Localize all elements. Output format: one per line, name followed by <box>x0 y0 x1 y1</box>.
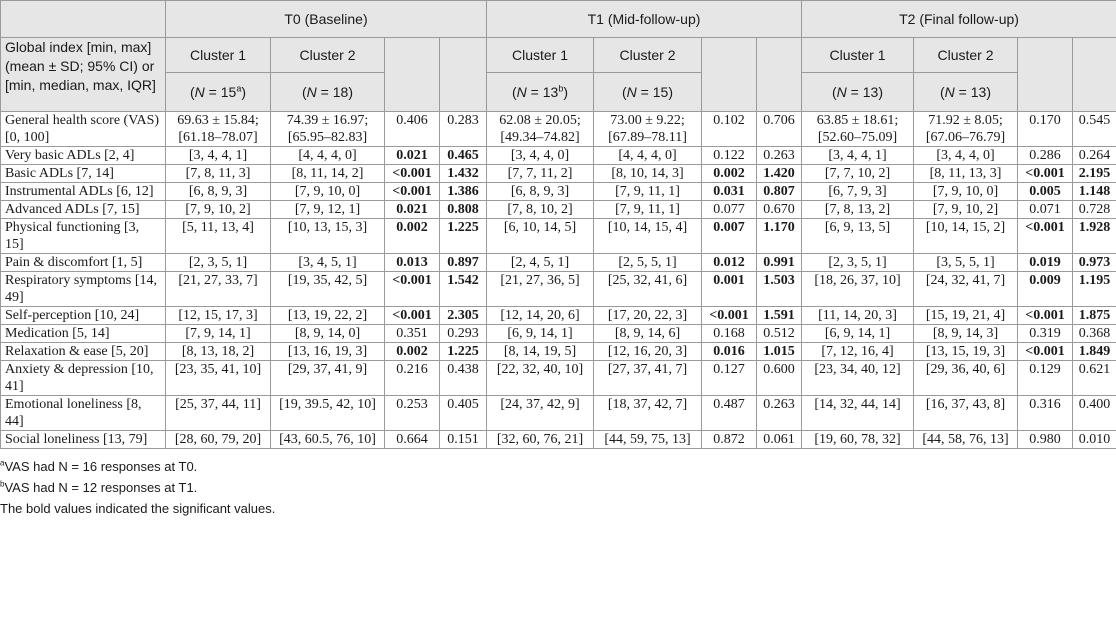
cell-t2-effect-size: 1.928 <box>1073 219 1116 254</box>
cell-t0-cluster2: [13, 16, 19, 3] <box>271 343 385 361</box>
footnote-mark-a: a <box>236 83 242 94</box>
row-label: Medication [5, 14] <box>1 325 166 343</box>
cell-t1-effect-size: 0.600 <box>757 361 802 396</box>
n-symbol: N <box>306 84 317 100</box>
n-symbol: N <box>944 84 955 100</box>
cell-t1-cluster1: [21, 27, 36, 5] <box>487 272 594 307</box>
cell-t1-cluster2: [4, 4, 4, 0] <box>594 147 702 165</box>
cell-t0-cluster2: [3, 4, 5, 1] <box>271 254 385 272</box>
header-timepoint-t0: T0 (Baseline) <box>166 1 487 38</box>
cell-t2-cluster1: [6, 9, 14, 1] <box>802 325 914 343</box>
n-symbol: N <box>836 84 847 100</box>
cell-t1-cluster2: [12, 16, 20, 3] <box>594 343 702 361</box>
cell-t0-effect-size: 1.386 <box>440 183 487 201</box>
cell-t0-cluster1: [28, 60, 79, 20] <box>166 431 271 449</box>
cell-t1-cluster2: [7, 9, 11, 1] <box>594 201 702 219</box>
cell-t1-cluster2: [44, 59, 75, 13] <box>594 431 702 449</box>
header-t0-c1-n: $(N = 15^a)$ <box>166 73 271 112</box>
cell-t1-p-value: 0.007 <box>702 219 757 254</box>
cell-t0-cluster2: [7, 9, 10, 0] <box>271 183 385 201</box>
cell-t2-effect-size: 1.875 <box>1073 307 1116 325</box>
cell-t2-p-value: <0.001 <box>1018 307 1073 325</box>
table-row <box>1 254 1116 272</box>
cell-t1-cluster1: [6, 10, 14, 5] <box>487 219 594 254</box>
cell-t0-cluster1: [12, 15, 17, 3] <box>166 307 271 325</box>
row-label: Self-perception [10, 24] <box>1 307 166 325</box>
cell-t2-p-value: 0.019 <box>1018 254 1073 272</box>
cell-t1-p-value: 0.016 <box>702 343 757 361</box>
cell-t2-effect-size: 0.010 <box>1073 431 1116 449</box>
header-t1-cluster2: Cluster 2 <box>594 38 702 73</box>
footnote-b-text: VAS had N = 12 responses at T1. <box>4 480 198 495</box>
cell-t1-cluster2: [18, 37, 42, 7] <box>594 396 702 431</box>
cell-t2-cluster1: [11, 14, 20, 3] <box>802 307 914 325</box>
header-t0-cluster2: Cluster 2 <box>271 38 385 73</box>
cell-t1-p-value: 0.168 <box>702 325 757 343</box>
cell-t2-cluster1: 63.85 ± 18.61; [52.60–75.09] <box>802 112 914 147</box>
cell-t0-cluster2: [19, 35, 42, 5] <box>271 272 385 307</box>
cell-t2-cluster2: [15, 19, 21, 4] <box>914 307 1018 325</box>
cell-t0-p-value: 0.406 <box>385 112 440 147</box>
footnote-bold-note: The bold values indicated the significant values. <box>0 501 276 516</box>
cell-t1-cluster1: [32, 60, 76, 21] <box>487 431 594 449</box>
header-t0-cluster1: Cluster 1 <box>166 38 271 73</box>
cell-t2-p-value: 0.316 <box>1018 396 1073 431</box>
cell-t2-p-value: 0.170 <box>1018 112 1073 147</box>
cell-t1-cluster1: [22, 32, 40, 10] <box>487 361 594 396</box>
cell-t2-cluster2: [7, 9, 10, 0] <box>914 183 1018 201</box>
cell-t2-effect-size: 0.400 <box>1073 396 1116 431</box>
cell-t0-p-value: 0.253 <box>385 396 440 431</box>
cell-t0-cluster1: [3, 4, 4, 1] <box>166 147 271 165</box>
table-row <box>1 361 1116 396</box>
cell-t1-p-value: 0.872 <box>702 431 757 449</box>
cell-t2-effect-size: 0.545 <box>1073 112 1116 147</box>
cell-t0-p-value: <0.001 <box>385 183 440 201</box>
cell-t2-cluster1: [6, 7, 9, 3] <box>802 183 914 201</box>
row-label: Physical functioning [3, 15] <box>1 219 166 254</box>
cell-t2-effect-size: 0.728 <box>1073 201 1116 219</box>
cell-t2-cluster1: [7, 12, 16, 4] <box>802 343 914 361</box>
cell-t0-p-value: 0.002 <box>385 343 440 361</box>
cell-t0-p-value: 0.216 <box>385 361 440 396</box>
table-row <box>1 201 1116 219</box>
cell-t1-effect-size: 0.061 <box>757 431 802 449</box>
table-row <box>1 343 1116 361</box>
cell-t0-cluster2: [13, 19, 22, 2] <box>271 307 385 325</box>
header-timepoint-t1: T1 (Mid-follow-up) <box>487 1 802 38</box>
n-symbol: N <box>626 84 637 100</box>
cell-t1-cluster2: [2, 5, 5, 1] <box>594 254 702 272</box>
cell-t1-cluster1: [8, 14, 19, 5] <box>487 343 594 361</box>
cell-t0-cluster1: [8, 13, 18, 2] <box>166 343 271 361</box>
n-symbol: N <box>194 84 205 100</box>
footnote-a-mark: a <box>0 458 5 468</box>
header-timepoint-t2: T2 (Final follow-up) <box>802 1 1116 38</box>
cell-t0-effect-size: 0.897 <box>440 254 487 272</box>
n-value: 15 <box>652 84 669 100</box>
cell-t0-cluster1: [25, 37, 44, 11] <box>166 396 271 431</box>
cell-t2-cluster2: [8, 11, 13, 3] <box>914 165 1018 183</box>
header-t2-effect-size <box>1073 38 1116 112</box>
cell-t2-cluster2: 71.92 ± 8.05; [67.06–76.79] <box>914 112 1018 147</box>
cell-t2-effect-size: 0.621 <box>1073 361 1116 396</box>
table-row <box>1 396 1116 431</box>
cell-t2-p-value: <0.001 <box>1018 343 1073 361</box>
cell-t1-p-value: 0.127 <box>702 361 757 396</box>
cell-t1-p-value: 0.487 <box>702 396 757 431</box>
cell-t1-cluster1: 62.08 ± 20.05; [49.34–74.82] <box>487 112 594 147</box>
cell-t1-effect-size: 1.420 <box>757 165 802 183</box>
table-row <box>1 165 1116 183</box>
cell-t1-effect-size: 0.670 <box>757 201 802 219</box>
table-row <box>1 307 1116 325</box>
cell-t0-cluster1: [7, 8, 11, 3] <box>166 165 271 183</box>
cell-t0-effect-size: 1.225 <box>440 343 487 361</box>
cell-t2-p-value: <0.001 <box>1018 219 1073 254</box>
cell-t0-p-value: 0.664 <box>385 431 440 449</box>
cell-t1-effect-size: 0.263 <box>757 147 802 165</box>
cell-t0-cluster2: [7, 9, 12, 1] <box>271 201 385 219</box>
cell-t2-cluster2: [24, 32, 41, 7] <box>914 272 1018 307</box>
table-row <box>1 219 1116 254</box>
cell-t1-cluster2: [7, 9, 11, 1] <box>594 183 702 201</box>
row-label: Anxiety & depression [10, 41] <box>1 361 166 396</box>
table-row <box>1 112 1116 147</box>
cell-t1-cluster1: [6, 9, 14, 1] <box>487 325 594 343</box>
cell-t2-effect-size: 0.368 <box>1073 325 1116 343</box>
header-row-clusters <box>1 38 1116 73</box>
row-label: General health score (VAS) [0, 100] <box>1 112 166 147</box>
header-row-timepoints <box>1 1 1116 38</box>
cell-t1-cluster1: [24, 37, 42, 9] <box>487 396 594 431</box>
cell-t2-cluster1: [3, 4, 4, 1] <box>802 147 914 165</box>
cell-t2-p-value: 0.980 <box>1018 431 1073 449</box>
cell-t0-p-value: <0.001 <box>385 307 440 325</box>
cell-t0-cluster1: [2, 3, 5, 1] <box>166 254 271 272</box>
row-label: Social loneliness [13, 79] <box>1 431 166 449</box>
header-t1-p-value <box>702 38 757 112</box>
table-row <box>1 325 1116 343</box>
cell-t0-p-value: <0.001 <box>385 165 440 183</box>
cell-t1-cluster2: 73.00 ± 9.22; [67.89–78.11] <box>594 112 702 147</box>
cell-t0-cluster1: [7, 9, 14, 1] <box>166 325 271 343</box>
cell-t0-cluster1: [6, 8, 9, 3] <box>166 183 271 201</box>
header-t0-p-value <box>385 38 440 112</box>
row-label: Instrumental ADLs [6, 12] <box>1 183 166 201</box>
cell-t2-cluster2: [16, 37, 43, 8] <box>914 396 1018 431</box>
cell-t1-cluster2: [8, 9, 14, 6] <box>594 325 702 343</box>
cell-t0-effect-size: 0.151 <box>440 431 487 449</box>
footnote-a <box>0 459 197 474</box>
cell-t0-cluster2: [8, 11, 14, 2] <box>271 165 385 183</box>
cell-t0-cluster2: [4, 4, 4, 0] <box>271 147 385 165</box>
cell-t2-cluster2: [10, 14, 15, 2] <box>914 219 1018 254</box>
cell-t2-cluster2: [3, 4, 4, 0] <box>914 147 1018 165</box>
header-t2-p-value <box>1018 38 1073 112</box>
cell-t2-cluster1: [14, 32, 44, 14] <box>802 396 914 431</box>
cell-t2-effect-size: 0.973 <box>1073 254 1116 272</box>
row-label: Respiratory symptoms [14, 49] <box>1 272 166 307</box>
cell-t1-p-value: 0.077 <box>702 201 757 219</box>
cell-t2-cluster1: [2, 3, 5, 1] <box>802 254 914 272</box>
footnote-b-mark: b <box>0 479 5 489</box>
header-t2-c2-n: (N = 13) <box>914 73 1018 112</box>
cell-t0-cluster2: [29, 37, 41, 9] <box>271 361 385 396</box>
cell-t2-p-value: 0.071 <box>1018 201 1073 219</box>
table-row <box>1 272 1116 307</box>
cell-t0-effect-size: 0.465 <box>440 147 487 165</box>
cell-t0-effect-size: 1.432 <box>440 165 487 183</box>
cell-t0-p-value: <0.001 <box>385 272 440 307</box>
cell-t0-cluster1: [23, 35, 41, 10] <box>166 361 271 396</box>
cell-t1-effect-size: 1.591 <box>757 307 802 325</box>
cell-t1-effect-size: 1.503 <box>757 272 802 307</box>
cell-t0-effect-size: 0.808 <box>440 201 487 219</box>
cell-t1-cluster1: [6, 8, 9, 3] <box>487 183 594 201</box>
cell-t1-p-value: <0.001 <box>702 307 757 325</box>
header-row-label: Global index [min, max] (mean ± SD; 95% CI) or [min, median, max, IQR] <box>1 38 166 112</box>
table-row <box>1 431 1116 449</box>
cell-t0-effect-size: 0.293 <box>440 325 487 343</box>
table-body <box>1 112 1116 449</box>
cell-t1-p-value: 0.012 <box>702 254 757 272</box>
n-value: 13 <box>970 84 987 100</box>
cell-t0-cluster2: [8, 9, 14, 0] <box>271 325 385 343</box>
row-label: Emotional loneliness [8, 44] <box>1 396 166 431</box>
cell-t0-p-value: 0.002 <box>385 219 440 254</box>
cell-t0-effect-size: 0.405 <box>440 396 487 431</box>
cell-t2-effect-size: 2.195 <box>1073 165 1116 183</box>
cell-t1-p-value: 0.001 <box>702 272 757 307</box>
header-t1-effect-size <box>757 38 802 112</box>
row-label: Advanced ADLs [7, 15] <box>1 201 166 219</box>
cell-t2-cluster2: [8, 9, 14, 3] <box>914 325 1018 343</box>
cell-t0-cluster2: [10, 13, 15, 3] <box>271 219 385 254</box>
cell-t1-cluster2: [8, 10, 14, 3] <box>594 165 702 183</box>
cell-t2-cluster1: [7, 7, 10, 2] <box>802 165 914 183</box>
cell-t0-effect-size: 1.542 <box>440 272 487 307</box>
header-corner-cell <box>1 1 166 38</box>
cell-t1-p-value: 0.102 <box>702 112 757 147</box>
cell-t2-p-value: 0.009 <box>1018 272 1073 307</box>
cell-t2-cluster1: [19, 60, 78, 32] <box>802 431 914 449</box>
footnote-mark-b: b <box>558 83 564 94</box>
cell-t1-p-value: 0.122 <box>702 147 757 165</box>
cell-t0-effect-size: 0.283 <box>440 112 487 147</box>
cell-t1-p-value: 0.002 <box>702 165 757 183</box>
cell-t2-cluster2: [7, 9, 10, 2] <box>914 201 1018 219</box>
cell-t0-effect-size: 2.305 <box>440 307 487 325</box>
cell-t1-effect-size: 0.263 <box>757 396 802 431</box>
cell-t0-p-value: 0.021 <box>385 147 440 165</box>
n-value: 13 <box>542 84 559 100</box>
n-value: 13 <box>862 84 879 100</box>
cell-t1-cluster1: [2, 4, 5, 1] <box>487 254 594 272</box>
cell-t0-cluster1: [21, 27, 33, 7] <box>166 272 271 307</box>
cell-t2-cluster2: [44, 58, 76, 13] <box>914 431 1018 449</box>
cell-t2-effect-size: 1.195 <box>1073 272 1116 307</box>
cell-t1-p-value: 0.031 <box>702 183 757 201</box>
footnote-a-text: VAS had N = 16 responses at T0. <box>4 459 198 474</box>
cell-t2-cluster2: [13, 15, 19, 3] <box>914 343 1018 361</box>
header-t1-c2-n: (N = 15) <box>594 73 702 112</box>
cell-t2-p-value: 0.286 <box>1018 147 1073 165</box>
header-t0-c2-n: (N = 18) <box>271 73 385 112</box>
row-label: Very basic ADLs [2, 4] <box>1 147 166 165</box>
row-label: Basic ADLs [7, 14] <box>1 165 166 183</box>
table-row <box>1 183 1116 201</box>
cell-t2-cluster2: [3, 5, 5, 1] <box>914 254 1018 272</box>
cell-t1-cluster2: [17, 20, 22, 3] <box>594 307 702 325</box>
cell-t1-effect-size: 1.015 <box>757 343 802 361</box>
cell-t2-cluster1: [18, 26, 37, 10] <box>802 272 914 307</box>
cell-t0-cluster1: [5, 11, 13, 4] <box>166 219 271 254</box>
header-t0-effect-size <box>440 38 487 112</box>
cell-t1-effect-size: 1.170 <box>757 219 802 254</box>
footnote-b <box>0 480 197 495</box>
header-t2-cluster2: Cluster 2 <box>914 38 1018 73</box>
cell-t2-cluster1: [7, 8, 13, 2] <box>802 201 914 219</box>
row-label: Relaxation & ease [5, 20] <box>1 343 166 361</box>
cell-t2-cluster1: [6, 9, 13, 5] <box>802 219 914 254</box>
cell-t1-cluster2: [25, 32, 41, 6] <box>594 272 702 307</box>
cell-t2-cluster1: [23, 34, 40, 12] <box>802 361 914 396</box>
header-t1-cluster1: Cluster 1 <box>487 38 594 73</box>
cell-t1-cluster2: [27, 37, 41, 7] <box>594 361 702 396</box>
cell-t1-cluster1: [3, 4, 4, 0] <box>487 147 594 165</box>
cell-t2-p-value: 0.129 <box>1018 361 1073 396</box>
table-header <box>1 1 1116 112</box>
cell-t2-p-value: 0.319 <box>1018 325 1073 343</box>
cell-t0-effect-size: 0.438 <box>440 361 487 396</box>
cell-t0-p-value: 0.021 <box>385 201 440 219</box>
cell-t0-cluster2: 74.39 ± 16.97; [65.95–82.83] <box>271 112 385 147</box>
cell-t1-effect-size: 0.807 <box>757 183 802 201</box>
cell-t2-effect-size: 1.148 <box>1073 183 1116 201</box>
cell-t1-cluster2: [10, 14, 15, 4] <box>594 219 702 254</box>
header-t2-c1-n: (N = 13) <box>802 73 914 112</box>
cell-t0-p-value: 0.013 <box>385 254 440 272</box>
header-t2-cluster1: Cluster 1 <box>802 38 914 73</box>
cell-t1-cluster1: [12, 14, 20, 6] <box>487 307 594 325</box>
cell-t0-cluster1: 69.63 ± 15.84; [61.18–78.07] <box>166 112 271 147</box>
cell-t0-cluster1: [7, 9, 10, 2] <box>166 201 271 219</box>
n-value: 15 <box>220 84 237 100</box>
cell-t0-effect-size: 1.225 <box>440 219 487 254</box>
n-value: 18 <box>332 84 349 100</box>
cell-t2-p-value: 0.005 <box>1018 183 1073 201</box>
cell-t0-p-value: 0.351 <box>385 325 440 343</box>
cell-t0-cluster2: [43, 60.5, 76, 10] <box>271 431 385 449</box>
n-symbol: N <box>516 84 527 100</box>
cell-t0-cluster2: [19, 39.5, 42, 10] <box>271 396 385 431</box>
cell-t2-effect-size: 0.264 <box>1073 147 1116 165</box>
cell-t1-effect-size: 0.512 <box>757 325 802 343</box>
table-row <box>1 147 1116 165</box>
row-label: Pain & discomfort [1, 5] <box>1 254 166 272</box>
cell-t2-cluster2: [29, 36, 40, 6] <box>914 361 1018 396</box>
cell-t2-effect-size: 1.849 <box>1073 343 1116 361</box>
cell-t1-effect-size: 0.706 <box>757 112 802 147</box>
cell-t1-cluster1: [7, 7, 11, 2] <box>487 165 594 183</box>
header-row-sample-sizes <box>1 73 1116 112</box>
cell-t1-effect-size: 0.991 <box>757 254 802 272</box>
header-t1-c1-n: $(N = 13^b)$ <box>487 73 594 112</box>
cell-t2-p-value: <0.001 <box>1018 165 1073 183</box>
cell-t1-cluster1: [7, 8, 10, 2] <box>487 201 594 219</box>
